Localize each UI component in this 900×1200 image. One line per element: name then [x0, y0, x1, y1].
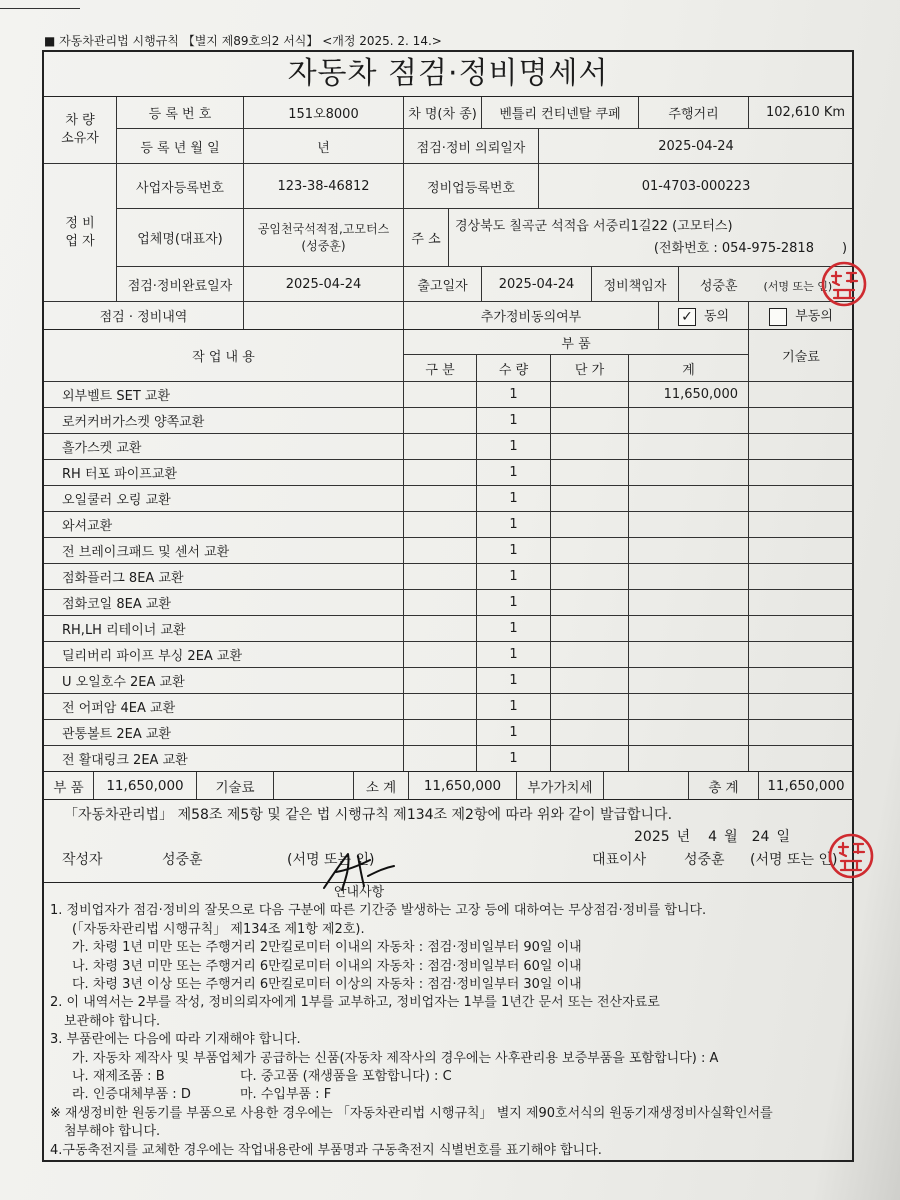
- phone-number: 054-975-2818: [721, 240, 814, 256]
- work-item-row: [44, 694, 852, 720]
- vat-label: 부가가치세: [517, 772, 604, 800]
- part-total: [629, 434, 749, 460]
- seal-stamp-ceo: [827, 832, 875, 880]
- writer-label: 작성자: [62, 852, 103, 868]
- request-date-value: 2025-04-24: [539, 129, 852, 164]
- guide-item: 3. 부품란에는 다음에 따라 기재해야 합니다.: [50, 1032, 301, 1048]
- work-item-row: [44, 408, 852, 434]
- disagree-checkbox[interactable]: [769, 308, 787, 326]
- part-unit-price: [551, 642, 629, 668]
- labor-total-value: [274, 772, 354, 800]
- part-total: [629, 642, 749, 668]
- labor-fee-header: 기술료: [749, 330, 853, 382]
- mileage-value: 102,610 Km: [749, 97, 852, 129]
- work-description: 와셔교환: [44, 512, 404, 538]
- part-unit-price: [551, 382, 629, 408]
- work-item-row: [44, 746, 852, 772]
- labor-fee: [749, 616, 853, 642]
- parts-total-label: 부 품: [44, 772, 94, 800]
- part-quantity: 1: [477, 746, 551, 772]
- part-quantity: 1: [477, 538, 551, 564]
- part-unit-price-header: 단 가: [551, 355, 629, 382]
- part-total: [629, 512, 749, 538]
- company-label: 업체명(대표자): [117, 209, 244, 267]
- registration-date-value: 년: [244, 129, 404, 164]
- grand-total-value: 11,650,000: [759, 772, 853, 800]
- month-unit: 월: [724, 829, 738, 845]
- part-quantity: 1: [477, 382, 551, 408]
- part-total: [629, 408, 749, 434]
- work-item-row: [44, 538, 852, 564]
- guide-subitem: 다. 차령 3년 이상 또는 주행거리 6만킬로미터 이상의 자동차 : 점검·정비일부터 30일 이내: [72, 977, 582, 993]
- completion-date-value: 2025-04-24: [244, 267, 404, 302]
- guide-subitem-pair: [44, 1068, 852, 1086]
- part-unit-price: [551, 668, 629, 694]
- phone-suffix: ): [841, 240, 848, 256]
- labor-fee: [749, 590, 853, 616]
- labor-fee: [749, 720, 853, 746]
- request-date-label: 점검·정비 의뢰일자: [404, 129, 539, 164]
- guide-continuation: 보관해야 합니다.: [64, 1013, 161, 1029]
- phone-prefix: (전화번호 :: [653, 240, 718, 256]
- address-line: 경상북도 칠곡군 석적읍 서중리1길22 (고모터스): [455, 218, 733, 234]
- part-type: [404, 434, 477, 460]
- guide-item: 2. 이 내역서는 2부를 작성, 정비의뢰자에게 1부를 교부하고, 정비업자는 1부를 1년간 문서 또는 전산자료로: [50, 995, 660, 1011]
- part-unit-price: [551, 720, 629, 746]
- address-label: 주 소: [404, 209, 449, 267]
- labor-fee: [749, 460, 853, 486]
- work-item-row: [44, 434, 852, 460]
- part-quantity: 1: [477, 512, 551, 538]
- owner-business-section: [44, 97, 852, 330]
- disagree-label: 부동의: [795, 309, 833, 325]
- work-item-row: [44, 460, 852, 486]
- guide-note: ※ 재생정비한 원동기를 부품으로 사용한 경우에는 「자동차관리법 시행규칙」 별지 제90호서식의 원동기재생정비사실확인서를: [50, 1105, 773, 1121]
- business-number-value: 123-38-46812: [244, 164, 404, 209]
- work-description: 전 브레이크패드 및 센서 교환: [44, 538, 404, 564]
- work-description: 오일쿨러 오링 교환: [44, 486, 404, 512]
- part-total: [629, 746, 749, 772]
- guide-subitem: (「자동차관리법 시행규칙」 제134조 제1항 제2호).: [72, 921, 365, 937]
- part-quantity: 1: [477, 720, 551, 746]
- parts-header: 부 품: [404, 330, 749, 355]
- work-item-row: [44, 616, 852, 642]
- issue-date: [634, 826, 797, 846]
- part-total: [629, 668, 749, 694]
- parts-total-value: 11,650,000: [94, 772, 197, 800]
- work-description: 점화코일 8EA 교환: [44, 590, 404, 616]
- work-description: 점화플러그 8EA 교환: [44, 564, 404, 590]
- manager-name: 성중훈: [699, 278, 738, 294]
- vat-value: [604, 772, 689, 800]
- part-quantity-header: 수 량: [477, 355, 551, 382]
- part-quantity: 1: [477, 642, 551, 668]
- writer-name: 성중훈: [162, 852, 203, 868]
- company-representative: (성중훈): [301, 238, 346, 253]
- work-description: 로커커버가스켓 양쪽교환: [44, 408, 404, 434]
- form-header: ■ 자동차관리법 시행규칙 【별지 제89호의2 서식】 <개정 2025. 2. 14.>: [44, 34, 442, 48]
- labor-fee: [749, 512, 853, 538]
- part-type: [404, 486, 477, 512]
- part-quantity: 1: [477, 616, 551, 642]
- repair-business-section-label: [44, 164, 117, 302]
- work-item-row: [44, 486, 852, 512]
- part-type: [404, 382, 477, 408]
- work-items-section: [44, 330, 852, 772]
- part-type: [404, 694, 477, 720]
- labor-fee: [749, 486, 853, 512]
- part-quantity: 1: [477, 694, 551, 720]
- part-type: [404, 668, 477, 694]
- shop-registration-label: 정비업등록번호: [404, 164, 539, 209]
- business-number-label: 사업자등록번호: [117, 164, 244, 209]
- labor-fee: [749, 434, 853, 460]
- part-type: [404, 720, 477, 746]
- consent-label: 추가정비동의여부: [404, 302, 659, 330]
- work-description: 흘가스켓 교환: [44, 434, 404, 460]
- guide-subitem: 마. 수입부품 : F: [240, 1087, 332, 1103]
- part-type: [404, 746, 477, 772]
- part-quantity: 1: [477, 564, 551, 590]
- issue-year: 2025: [634, 829, 670, 845]
- part-unit-price: [551, 512, 629, 538]
- release-date-label: 출고일자: [404, 267, 482, 302]
- registration-date-label: 등 록 년 월 일: [117, 129, 244, 164]
- maintenance-details-blank: [244, 302, 404, 330]
- part-unit-price: [551, 694, 629, 720]
- subtotal-value: 11,650,000: [409, 772, 517, 800]
- vehicle-owner-section-label: [44, 97, 117, 164]
- subtotal-label: 소 계: [354, 772, 409, 800]
- part-type-header: 구 분: [404, 355, 477, 382]
- part-total: 11,650,000: [629, 382, 749, 408]
- part-type: [404, 512, 477, 538]
- work-item-row: [44, 590, 852, 616]
- part-type: [404, 642, 477, 668]
- agree-checkbox[interactable]: ✓: [678, 308, 696, 326]
- part-total: [629, 538, 749, 564]
- labor-fee: [749, 408, 853, 434]
- part-total: [629, 460, 749, 486]
- part-type: [404, 460, 477, 486]
- part-unit-price: [551, 590, 629, 616]
- day-unit: 일: [776, 829, 790, 845]
- release-date-value: 2025-04-24: [482, 267, 592, 302]
- registration-number-label: 등 록 번 호: [117, 97, 244, 129]
- guide-item: 4.구동축전지를 교체한 경우에는 작업내용란에 부품명과 구동축전지 식별번호를 표기해야 합니다.: [50, 1142, 602, 1158]
- maintenance-statement-form: [42, 50, 854, 1162]
- part-type: [404, 408, 477, 434]
- company-value: [244, 209, 404, 267]
- part-quantity: 1: [477, 434, 551, 460]
- ceo-label: 대표이사: [592, 852, 647, 868]
- labor-fee: [749, 564, 853, 590]
- part-total: [629, 564, 749, 590]
- part-total: [629, 720, 749, 746]
- company-name: 공임천국석적점,고모터스: [257, 221, 390, 236]
- part-type: [404, 564, 477, 590]
- guide-notes: [44, 883, 852, 1160]
- issue-month: 4: [708, 829, 718, 845]
- maintenance-details-label: 점검 · 정비내역: [44, 302, 244, 330]
- guide-subitem: 가. 차령 1년 미만 또는 주행거리 2만킬로미터 이내의 자동차 : 점검·정비일부터 90일 이내: [72, 940, 582, 956]
- section-label-line: 차 량: [65, 113, 95, 128]
- part-type: [404, 590, 477, 616]
- part-type: [404, 538, 477, 564]
- guide-subitem: 가. 자동차 제작사 및 부품업체가 공급하는 신품(자동차 제작사의 경우에는 사후관리용 보증부품을 포함합니다) : A: [72, 1050, 719, 1066]
- section-label-line: 업 자: [65, 233, 95, 249]
- writer-sign-note: (서명 또는 인): [287, 852, 375, 868]
- part-unit-price: [551, 538, 629, 564]
- part-total: [629, 616, 749, 642]
- labor-fee: [749, 538, 853, 564]
- work-item-row: [44, 564, 852, 590]
- work-description: RH,LH 리테이너 교환: [44, 616, 404, 642]
- manager-sign-note: (서명 또는 인): [763, 279, 833, 293]
- part-total: [629, 694, 749, 720]
- part-total: [629, 590, 749, 616]
- part-quantity: 1: [477, 590, 551, 616]
- agree-label: 동의: [703, 309, 730, 325]
- seal-stamp-manager: [820, 260, 868, 308]
- work-item-row: [44, 720, 852, 746]
- guide-subitem-pair: [44, 1086, 852, 1104]
- part-quantity: 1: [477, 460, 551, 486]
- work-item-row: [44, 668, 852, 694]
- grand-total-label: 총 계: [689, 772, 759, 800]
- registration-number-value: 151오8000: [244, 97, 404, 129]
- shop-registration-value: 01-4703-000223: [539, 164, 852, 209]
- work-item-row: [44, 512, 852, 538]
- part-quantity: 1: [477, 408, 551, 434]
- labor-fee: [749, 668, 853, 694]
- vehicle-model-value: 벤틀리 컨티넨탈 쿠페: [482, 97, 639, 129]
- issue-day: 24: [751, 829, 770, 845]
- part-type: [404, 616, 477, 642]
- work-item-row: [44, 642, 852, 668]
- work-description: U 오일호수 2EA 교환: [44, 668, 404, 694]
- part-quantity: 1: [477, 486, 551, 512]
- guide-item: 1. 정비업자가 점검·정비의 잘못으로 다음 구분에 따른 기간중 발생하는 고장 등에 대하여는 무상점검·정비를 합니다.: [50, 903, 707, 919]
- address-value: [449, 209, 853, 267]
- part-total: [629, 486, 749, 512]
- part-unit-price: [551, 460, 629, 486]
- work-description: 전 어퍼암 4EA 교환: [44, 694, 404, 720]
- totals-section: [44, 772, 852, 800]
- manager-label: 정비책임자: [592, 267, 679, 302]
- work-description: 외부벨트 SET 교환: [44, 382, 404, 408]
- work-description: 딜리버리 파이프 부싱 2EA 교환: [44, 642, 404, 668]
- guide-title: 안내사항: [334, 885, 385, 900]
- labor-fee: [749, 746, 853, 772]
- guide-subitem: 나. 재제조품 : B: [72, 1069, 165, 1085]
- guide-subitem: 다. 중고품 (재생품을 포함합니다) : C: [240, 1069, 452, 1085]
- part-quantity: 1: [477, 668, 551, 694]
- vehicle-model-label: 차 명(차 종): [404, 97, 482, 129]
- work-description: RH 터포 파이프교환: [44, 460, 404, 486]
- year-unit: 년: [676, 829, 691, 845]
- ceo-name: 성중훈: [684, 852, 725, 868]
- ceo-sign-note: (서명 또는 인): [750, 852, 838, 868]
- mileage-label: 주행거리: [639, 97, 749, 129]
- part-total-header: 계: [629, 355, 749, 382]
- phone-line: [455, 238, 847, 260]
- completion-date-label: 점검·정비완료일자: [117, 267, 244, 302]
- part-unit-price: [551, 408, 629, 434]
- guide-continuation: 첨부해야 합니다.: [64, 1124, 161, 1140]
- top-rule: [0, 8, 80, 9]
- labor-total-label: 기술료: [197, 772, 274, 800]
- issuance-statement: 「자동차관리법」 제58조 제5항 및 같은 법 시행규칙 제134조 제2항에 따라 위와 같이 발급합니다.: [64, 807, 673, 823]
- section-label-line: 소유자: [61, 131, 99, 146]
- issuance-section: [44, 800, 852, 883]
- part-unit-price: [551, 616, 629, 642]
- writer-signature: [318, 846, 398, 896]
- labor-fee: [749, 642, 853, 668]
- section-label-line: 정 비: [65, 215, 95, 231]
- work-item-list: [44, 382, 852, 772]
- consent-agree-option: [659, 302, 749, 330]
- part-unit-price: [551, 564, 629, 590]
- work-description: 관통볼트 2EA 교환: [44, 720, 404, 746]
- guide-subitem: 라. 인증대체부품 : D: [72, 1087, 191, 1103]
- part-unit-price: [551, 486, 629, 512]
- part-unit-price: [551, 434, 629, 460]
- guide-subitem: 나. 차령 3년 미만 또는 주행거리 6만킬로미터 이내의 자동차 : 점검·정비일부터 60일 이내: [72, 958, 582, 974]
- labor-fee: [749, 694, 853, 720]
- work-item-row: [44, 382, 852, 408]
- labor-fee: [749, 382, 853, 408]
- form-title: 자동차 점검·정비명세서: [44, 52, 852, 97]
- work-description: 전 활대링크 2EA 교환: [44, 746, 404, 772]
- work-description-header: 작 업 내 용: [44, 330, 404, 382]
- part-unit-price: [551, 746, 629, 772]
